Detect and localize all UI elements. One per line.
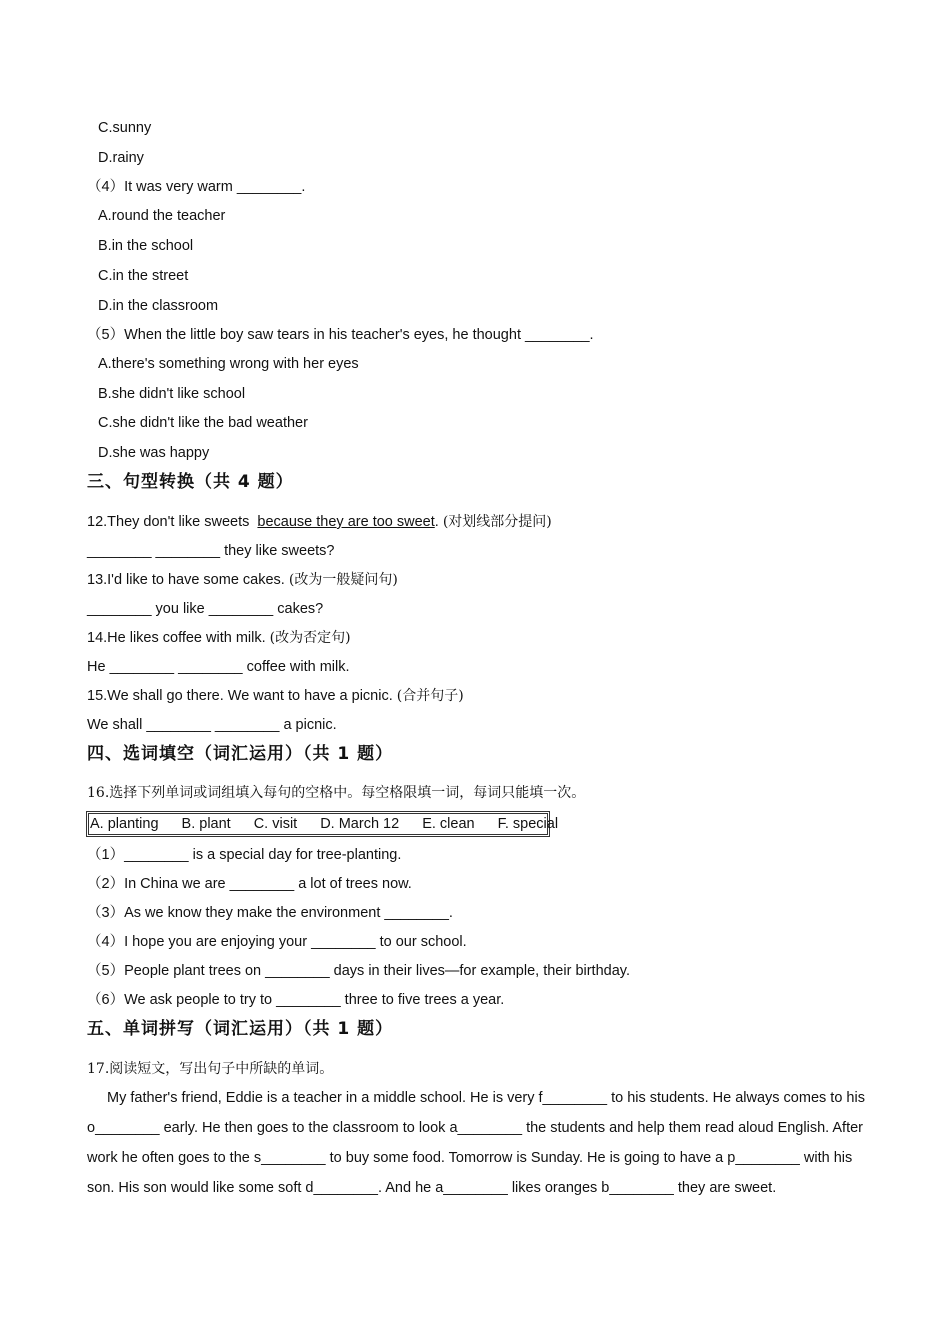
question-14 (87, 628, 351, 648)
instruction-note: (改为否定句) (269, 630, 351, 646)
word-option: D. March 12 (320, 816, 400, 832)
option-text: C.she didn't like the bad weather (98, 415, 308, 431)
fill-item: （6）We ask people to try to ________ three to five trees a year. (87, 992, 505, 1008)
question-text: 14.He likes coffee with milk. (87, 630, 270, 646)
instruction-text: 16.选择下列单词或词组填入每句的空格中。每空格限填一词，每词只能填一次。 (87, 785, 586, 801)
reading-passage: My father's friend, Eddie is a teacher in a middle school. He is very f________ to his students. He always comes to his o________ early. He then goes to the classroom to look a________ the students and help them read aloud English. After work he often goes to the s________ to buy some food. Tomorrow is Sunday. He is going to have a p________ with his son. His son would like some soft d________. And he a________ likes oranges b________ they are sweet. (87, 1090, 865, 1196)
question-15 (87, 686, 464, 706)
word-option: A. planting (90, 816, 159, 832)
instruction-note: (改为一般疑问句) (288, 572, 398, 588)
question-text: . (434, 514, 443, 530)
question-stem: （4）It was very warm ________. (87, 179, 306, 195)
fill-item: （2）In China we are ________ a lot of trees now. (87, 876, 412, 892)
fill-item: （5）People plant trees on ________ days in their lives—for example, their birthday. (87, 963, 630, 979)
question-12 (87, 512, 552, 532)
fill-item: （4）I hope you are enjoying your ________ to our school. (87, 934, 467, 950)
underlined-phrase: because they are too sweet (257, 514, 435, 530)
option-text: C.sunny (98, 120, 152, 136)
word-option: B. plant (181, 816, 231, 832)
question-text: 13.I'd like to have some cakes. (87, 572, 289, 588)
section-heading: 三、句型转换（共 4 题） (87, 472, 294, 492)
section-heading: 四、选词填空（词汇运用）（共 1 题） (87, 744, 394, 764)
option-text: D.in the classroom (98, 298, 219, 314)
instruction-text: 17.阅读短文，写出句子中所缺的单词。 (87, 1061, 334, 1077)
question-text: 15.We shall go there. We want to have a picnic. (87, 688, 397, 704)
instruction-note: (对划线部分提问) (442, 514, 552, 530)
option-text: B.she didn't like school (98, 386, 246, 402)
fill-item: （3）As we know they make the environment ________. (87, 905, 453, 921)
word-option: E. clean (422, 816, 475, 832)
question-13 (87, 570, 398, 590)
word-option: F. special (497, 816, 559, 832)
instruction-note: (合并句子) (396, 688, 464, 704)
section-heading: 五、单词拼写（词汇运用）（共 1 题） (87, 1019, 394, 1039)
fill-item: （1）________ is a special day for tree-planting. (87, 847, 402, 863)
option-text: D.rainy (98, 150, 144, 166)
word-bank (86, 811, 559, 837)
question-text: 12.They don't like sweets (87, 514, 258, 530)
option-text: B.in the school (98, 238, 194, 254)
option-text: A.round the teacher (98, 208, 226, 224)
answer-line: ________ ________ they like sweets? (87, 543, 335, 559)
option-text: D.she was happy (98, 445, 210, 461)
answer-line: He ________ ________ coffee with milk. (87, 659, 350, 675)
question-stem: （5）When the little boy saw tears in his teacher's eyes, he thought ________. (87, 327, 594, 343)
answer-line: ________ you like ________ cakes? (87, 601, 324, 617)
word-option: C. visit (253, 816, 298, 832)
answer-line: We shall ________ ________ a picnic. (87, 717, 337, 733)
option-text: C.in the street (98, 268, 189, 284)
option-text: A.there's something wrong with her eyes (98, 356, 359, 372)
